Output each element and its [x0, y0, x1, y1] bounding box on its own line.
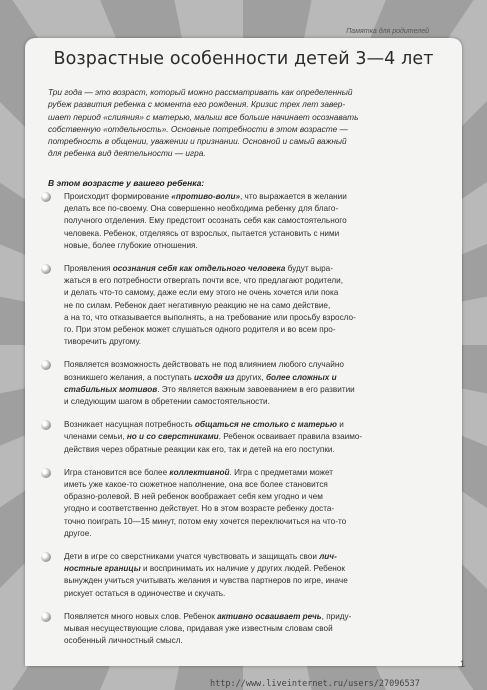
page-number: 1: [460, 659, 466, 669]
emphasized-text: исходя из: [194, 372, 235, 382]
bullet-icon: [41, 360, 51, 370]
item-text-segment: жаться в его потребности отвергать почти все, что предлагают родители,: [64, 276, 343, 286]
item-text-segment: вынужден учиться учитывать желания и чувства партнеров по игре, иначе: [64, 576, 348, 586]
item-line: [64, 444, 449, 456]
item-line: [64, 384, 449, 396]
emphasized-text: «противо-воли»: [171, 192, 240, 201]
item-line: [64, 563, 449, 575]
item-line: [64, 300, 449, 312]
item-line: [64, 623, 449, 635]
page-title: Возрастные особенности детей 3—4 лет: [53, 49, 434, 69]
item-text-segment: другое.: [64, 528, 92, 538]
item-text-segment: мывая несуществующие слова, придавая уже известным словам свой: [64, 624, 333, 634]
item-text-segment: делать все по-своему. Она совершенно необходима ребенку для благо-: [64, 204, 339, 214]
item-line: [64, 419, 449, 431]
emphasized-text: коллективной: [169, 467, 230, 477]
intro-line: рубеж развития ребенка с момента его рождения. Кризис трех лет завер-: [48, 99, 346, 110]
intro-line: собственную «отдельность». Основные потребности в этом возрасте —: [48, 123, 348, 134]
item-text-segment: . Ребенок осваивает правила взаимо-: [218, 432, 363, 442]
item-line: [64, 479, 449, 491]
item-line: [64, 312, 449, 324]
item-line: [64, 431, 449, 443]
item-line: [64, 551, 449, 563]
item-line: [64, 491, 449, 503]
list-item: [39, 551, 449, 600]
emphasized-text: активно осваивает речь: [217, 611, 322, 621]
item-line: [64, 191, 449, 203]
emphasized-text: общаться не столько с матерью: [194, 420, 337, 430]
emphasized-text: стабильных мотивов: [64, 384, 158, 394]
emphasized-text: лич-: [319, 552, 337, 562]
item-text-segment: Игра становится все более: [64, 467, 170, 477]
item-line: [64, 575, 449, 587]
bullet-icon: [41, 264, 51, 274]
item-line: [64, 396, 449, 408]
item-line: [64, 503, 449, 515]
item-text-segment: Проявления: [64, 264, 113, 274]
item-text-segment: го. При этом ребенок может слушаться одного родителя и во всем про-: [64, 325, 336, 335]
item-text-segment: а на то, что отказывается выполнять, а на требование или просьбу взросло-: [64, 312, 356, 322]
item-line: [64, 228, 449, 240]
item-text-segment: человека. Ребенок, отделяясь от взрослых, пытается установить с ними: [64, 228, 340, 238]
emphasized-text: более сложных и: [265, 372, 337, 382]
item-text-segment: Появляется возможность действовать не под влиянием любого случайно: [64, 360, 344, 370]
intro-line: потребность в общении, уважении и признании. Основной и самый важный: [48, 136, 347, 147]
list-item: [39, 263, 449, 348]
item-text-segment: образно-ролевой. В ней ребенок воображает себя кем угодно и чем: [64, 492, 323, 502]
item-text-segment: Дети в игре со сверстниками учатся чувствовать и защищать свои: [64, 552, 320, 562]
emphasized-text: но и со сверстниками: [126, 432, 219, 442]
item-text-segment: , приду-: [321, 611, 352, 621]
intro-line: для ребенка вид деятельности — игра.: [48, 148, 206, 159]
item-line: [64, 611, 449, 623]
list-item: [39, 467, 449, 540]
bullet-icon: [41, 192, 51, 202]
intro-line: Три года — это возраст, который можно рассматривать как определенный: [48, 87, 353, 97]
item-line: [64, 203, 449, 215]
section-title: В этом возрасте у вашего ребенка:: [48, 178, 205, 188]
list-item: [39, 419, 449, 456]
bullet-icon: [41, 420, 51, 430]
list-item: [39, 359, 449, 408]
item-text-segment: действия через обратные реакции как его, так и детей на его поступки.: [64, 444, 335, 454]
item-text-segment: и воспринимать их наличие у других людей. Ребенок: [140, 564, 345, 574]
item-text-segment: Происходит формирование: [64, 192, 172, 201]
item-text-segment: не по силам. Ребенок дает негативную реакцию не на само действие,: [64, 300, 331, 310]
item-text-segment: других,: [234, 372, 266, 382]
item-text-segment: получного отделения. Ему предстоит осознать себя как самостоятельного: [64, 216, 347, 226]
item-line: [64, 263, 449, 275]
item-text-segment: точно поиграть 10—15 минут, потом ему хочется переключиться на что-то: [64, 516, 347, 526]
item-line: [64, 588, 449, 600]
item-line: [64, 635, 449, 647]
item-line: [64, 336, 449, 348]
emphasized-text: ностные границы: [64, 564, 141, 574]
item-text-segment: новые, более глубокие отношения.: [64, 240, 198, 250]
bullet-icon: [41, 468, 51, 478]
emphasized-text: осознания себя как отдельного человека: [112, 264, 286, 274]
item-line: [64, 359, 449, 371]
bullet-icon: [41, 552, 51, 562]
item-text-segment: . Это является важным завоеванием в его развитии: [157, 384, 355, 394]
item-line: [64, 215, 449, 227]
item-text-segment: угодно и соответственно действует. Но в этом возрасте ребенку доста-: [64, 504, 335, 514]
intro-paragraph: [48, 86, 442, 160]
item-text-segment: иметь уже какое-то сюжетное наполнение, она все более становится: [64, 480, 328, 490]
item-text-segment: будут выра-: [285, 264, 333, 274]
item-text-segment: и делать что-то самому, даже если ему этого не очень хочется или пока: [64, 288, 339, 298]
item-line: [64, 528, 449, 540]
item-text-segment: Возникает насущная потребность: [64, 420, 195, 430]
bullet-icon: [41, 612, 51, 622]
item-text-segment: , что выражается в желании: [240, 192, 347, 201]
item-list: [39, 191, 449, 659]
item-line: [64, 516, 449, 528]
item-text-segment: Появляется много новых слов. Ребенок: [64, 611, 218, 621]
item-text-segment: и: [336, 420, 344, 430]
item-text-segment: . Игра с предметами может: [229, 467, 334, 477]
item-line: [64, 372, 449, 384]
item-text-segment: рискует остаться в одиночестве и скучать.: [64, 588, 226, 598]
header-label: Памятка для родителей: [346, 28, 429, 35]
item-text-segment: возникшего желания, а поступать: [64, 372, 195, 382]
item-line: [64, 287, 449, 299]
item-text-segment: тиворечить другому.: [64, 337, 142, 347]
item-text-segment: и следующим шагом в обретении самостоятельности.: [64, 397, 270, 407]
item-line: [64, 275, 449, 287]
list-item: [39, 191, 449, 252]
item-line: [64, 467, 449, 479]
item-line: [64, 324, 449, 336]
footer-url[interactable]: http://www.liveinternet.ru/users/27096537: [210, 679, 420, 689]
intro-line: шает период «слияния» с матерью, малыш все больше начинает осознавать: [48, 111, 359, 122]
item-text-segment: членами семьи,: [64, 432, 127, 442]
item-text-segment: особенный личностный смысл.: [64, 636, 183, 646]
item-line: [64, 240, 449, 252]
memo-sheet: [25, 38, 462, 666]
list-item: [39, 611, 449, 648]
